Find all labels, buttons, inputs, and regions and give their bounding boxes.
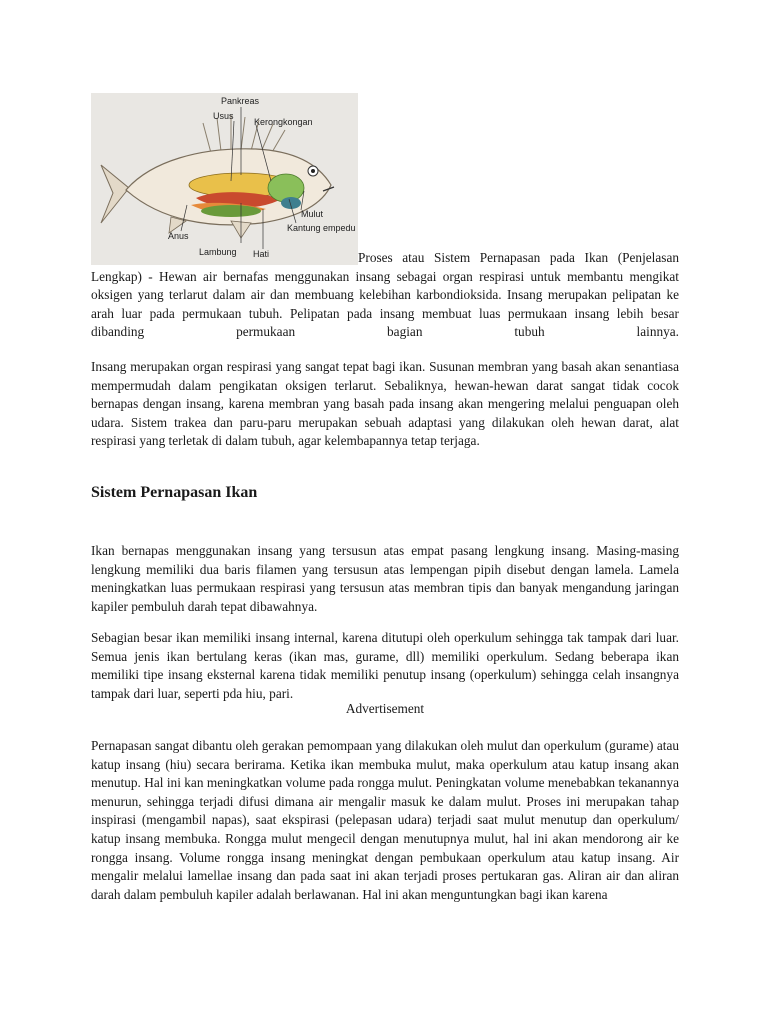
label-kantung-empedu: Kantung empedu xyxy=(287,223,356,233)
advertisement-label: Advertisement xyxy=(345,701,425,716)
label-pankreas: Pankreas xyxy=(221,96,260,106)
label-usus: Usus xyxy=(213,111,234,121)
paragraph-intro: Proses atau Sistem Pernapasan pada Ikan (Penjelasan Lengkap) - Hewan air bernafas menggunakan insang sebagai organ respirasi untuk membantu mengikat oksigen yang terlarut dalam air dan membuang kelebihan karbondioksida. Insang merupakan pelipatan ke arah luar pada permukaan tubuh. Pelipatan pada insang membuat luas permukaan insang lebih besar dibanding permukaan bagian tubuh lainnya. xyxy=(91,250,679,340)
label-hati: Hati xyxy=(253,249,270,259)
fish-anatomy-diagram xyxy=(91,93,358,265)
paragraph-lengkung-insang: Ikan bernapas menggunakan insang yang tersusun atas empat pasang lengkung insang. Masing-masing lengkung memiliki dua baris filamen yang tersusun atas lempengan pipih disebut dengan lamela. Lamela meningkatkan luas permukaan respirasi yang tersusun atas membran tipis dan banyak mengandung jaringan kapiler pembuluh darah tepat dibawahnya. xyxy=(91,543,679,614)
section-heading: Sistem Pernapasan Ikan xyxy=(91,484,258,501)
label-kerongkongan: Kerongkongan xyxy=(254,117,313,127)
paragraph-operkulum: Sebagian besar ikan memiliki insang internal, karena ditutupi oleh operkulum sehingga tak tampak dari luar. Semua jenis ikan bertulang keras (ikan mas, gurame, dll) memiliki operkulum. Sedang beberapa ikan memiliki tipe insang eksternal karena tidak memiliki penutup insang (operkulum) sehingga celah insangnya tampak dari luar, seperti pda hiu, pari. xyxy=(91,630,679,701)
paragraph-insang: Insang merupakan organ respirasi yang sangat tepat bagi ikan. Susunan membran yang basah akan senantiasa mempermudah dalam pengikatan oksigen terlarut. Sebaliknya, hewan-hewan darat sangat tidak cocok bernapas dengan insang, karena membran yang basah pada insang akan mengering melalui penguapan oleh udara. Sistem trakea dan paru-paru merupakan sebuah adaptasi yang dilakukan oleh hewan darat, alat respirasi yang terletak di dalam tubuh, agar kelembapannya tetap terjaga. xyxy=(91,359,679,449)
label-lambung: Lambung xyxy=(199,247,237,257)
label-mulut: Mulut xyxy=(301,209,324,219)
fish-anatomy-figure xyxy=(91,93,358,265)
paragraph-pemompaan: Pernapasan sangat dibantu oleh gerakan pemompaan yang dilakukan oleh mulut dan operkulum (gurame) atau katup insang (hiu) secara berirama. Ketika ikan membuka mulut, maka operkulum atau katup insang akan menutup. Hal ini kan meningkatkan volume pada rongga mulut. Peningkatan volume menebabkan tekanannya menurun, sehingga terjadi difusi dimana air mengalir masuk ke dalam mulut. Proses ini merupakan tahap inspirasi (mengambil napas), saat ekspirasi (pelepasan udara) terjadi saat mulut menutup dan operkulum/ katup insang membuka. Rongga mulut mengecil dengan menutupnya mulut, hal ini akan mendorong air ke rongga insang. Volume rongga insang meningkat dengan pembukaan operkulum atau katup insang. Air mengalir melalui lamellae insang dan pada saat ini akan terjadi proses pertukaran gas. Aliran air dan aliran darah dalam pembuluh kapiler adalah berlawanan. Hal ini akan menguntungkan bagi ikan karena xyxy=(91,738,679,902)
label-anus: Anus xyxy=(168,231,189,241)
